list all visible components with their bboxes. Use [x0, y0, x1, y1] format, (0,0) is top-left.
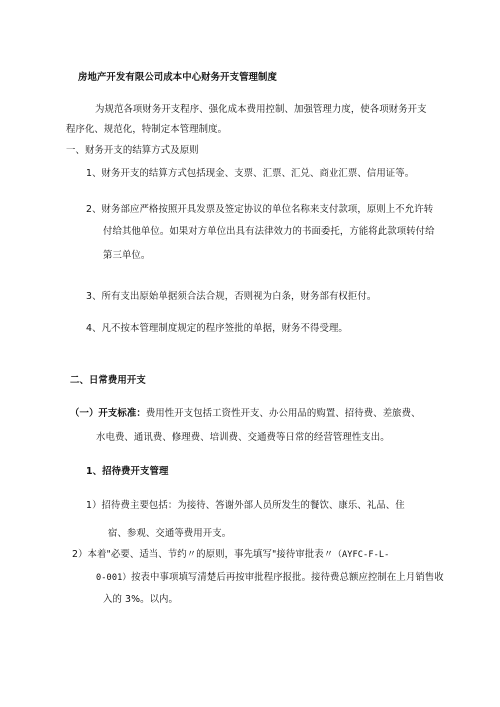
standard-line-2: 水电费、通讯费、修理费、培训费、交通费等日常的经营管理性支出。: [96, 432, 390, 443]
intro-paragraph-line-2: 程序化、规范化，特制定本管理制度。: [66, 124, 228, 135]
paragraph-2-line-2-text: 按表中事项填写清楚后再按审批程序报批。接待费总额应控制在上月销售收: [131, 572, 444, 583]
paragraph-2-line-1-text: 2）本着"必要、适当、节约〃的原则，事先填写"接待审批表〃: [72, 549, 334, 560]
standard-line-1: [70, 408, 421, 420]
section-1-item-2-line-3: 第三单位。: [103, 250, 151, 261]
section-1-item-2-line-2: 付给其他单位。如果对方单位出具有法律效力的书面委托，方能将此款项转付给: [103, 226, 435, 237]
section-1-item-1: 1、财务开支的结算方式包括现金、支票、汇票、汇兑、商业汇票、信用证等。: [86, 168, 415, 179]
standard-line-1-text: 费用性开支包括工资性开支、办公用品的购置、招待费、差旅费、: [145, 408, 421, 419]
paragraph-1-line-1: 1）招待费主要包括：为接待、答谢外部人员所发生的餐饮、康乐、礼品、住: [86, 500, 405, 511]
paragraph-2-line-1: [72, 549, 389, 561]
section-1-item-3: 3、所有支出原始单据须合法合规，否则视为白条，财务部有权拒付。: [86, 291, 377, 302]
standard-label: （一）开支标准：: [70, 408, 146, 419]
paragraph-2-line-2: [96, 572, 444, 584]
section-1-heading: 一、财务开支的结算方式及原则: [66, 145, 199, 156]
paragraph-1-line-2: 宿、参观、交通等费用开支。: [108, 528, 232, 539]
paragraph-2-line-3: 入的 3%。以内。: [103, 594, 179, 605]
form-code-part-1: （AYFC-F-L-: [333, 550, 390, 560]
document-title: 房地产开发有限公司成本中心财务开支管理制度: [78, 72, 277, 83]
form-code-part-2: 0-001）: [96, 573, 132, 583]
subsection-1-heading: 1、招待费开支管理: [86, 466, 169, 477]
intro-paragraph-line-1: 为规范各项财务开支程序、强化成本费用控制、加强管理力度，使各项财务开支: [95, 104, 427, 115]
section-1-item-2-line-1: 2、财务部应严格按照开具发票及签定协议的单位名称来支付款项，原则上不允许转: [86, 204, 434, 215]
section-1-item-4: 4、凡不按本管理制度规定的程序签批的单据，财务不得受理。: [86, 323, 348, 334]
section-2-heading: 二、日常费用开支: [70, 375, 146, 386]
